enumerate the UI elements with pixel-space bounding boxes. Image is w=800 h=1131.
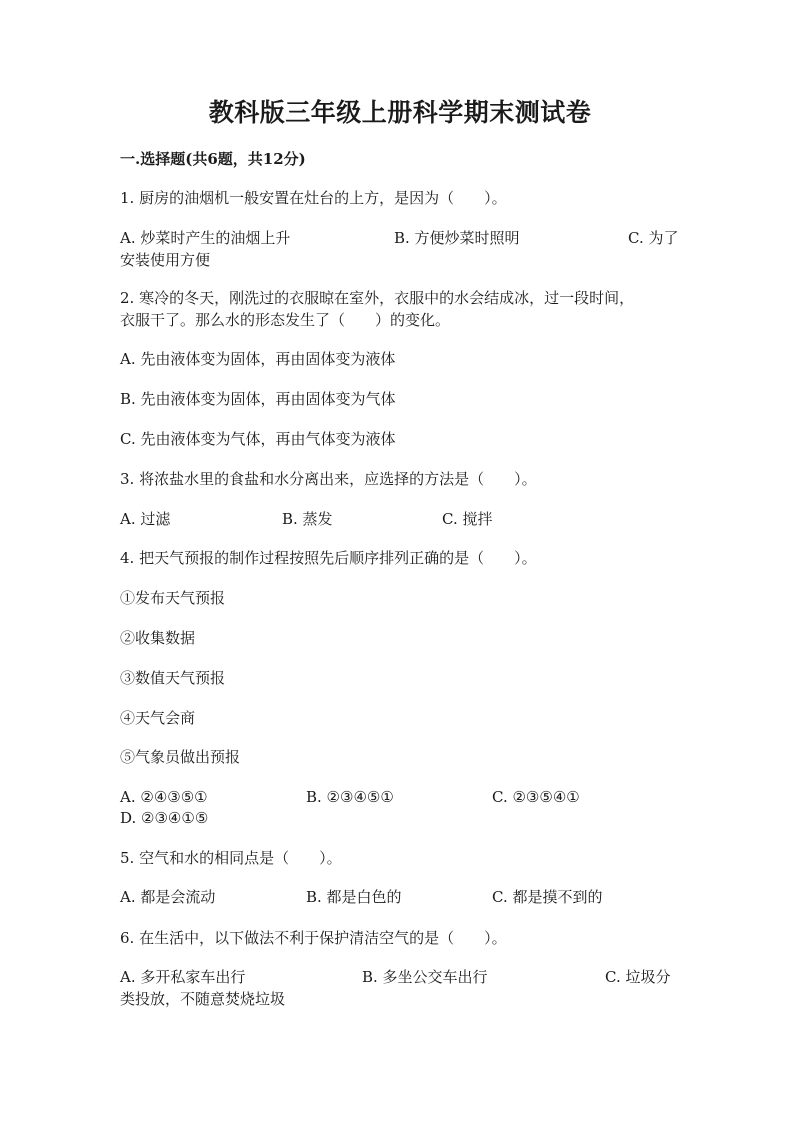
question-2-stem-line-2: 衣服干了。那么水的形态发生了（ ）的变化。	[120, 311, 451, 329]
question-5-option-a: A. 都是会流动	[120, 888, 216, 906]
question-4-option-b: B. ②③④⑤①	[306, 788, 394, 806]
question-4-step-5: ⑤气象员做出预报	[120, 748, 241, 766]
question-4-option-c: C. ②③⑤④①	[492, 788, 580, 806]
question-4-step-2: ②收集数据	[120, 629, 196, 647]
question-3-option-b: B. 蒸发	[282, 510, 333, 528]
question-6-option-a: A. 多开私家车出行	[120, 968, 246, 986]
question-5-option-c: C. 都是摸不到的	[492, 888, 603, 906]
question-3-stem: 3. 将浓盐水里的食盐和水分离出来，应选择的方法是（ ）。	[120, 470, 537, 488]
question-4-step-1: ①发布天气预报	[120, 589, 226, 607]
question-3-option-c: C. 搅拌	[442, 510, 493, 528]
section-header: 一.选择题(共6题，共12分)	[120, 150, 306, 168]
question-2-stem-line-1: 2. 寒冷的冬天，刚洗过的衣服晾在室外，衣服中的水会结成冰，过一段时间，	[120, 289, 635, 307]
question-5-stem: 5. 空气和水的相同点是（ ）。	[120, 849, 342, 867]
page-title: 教科版三年级上册科学期末测试卷	[208, 98, 592, 127]
question-6-option-c-continued: 类投放，不随意焚烧垃圾	[120, 990, 286, 1008]
question-1-option-c-continued: 安装使用方便	[120, 251, 211, 269]
question-1-option-a: A. 炒菜时产生的油烟上升	[120, 229, 291, 247]
question-1-stem: 1. 厨房的油烟机一般安置在灶台的上方，是因为（ ）。	[120, 189, 507, 207]
question-4-step-3: ③数值天气预报	[120, 669, 226, 687]
question-2-option-b: B. 先由液体变为固体，再由固体变为气体	[120, 390, 396, 408]
question-5-option-b: B. 都是白色的	[306, 888, 402, 906]
question-4-option-d: D. ②③④①⑤	[120, 809, 209, 827]
question-4-option-a: A. ②④③⑤①	[120, 788, 208, 806]
question-6-option-b: B. 多坐公交车出行	[362, 968, 488, 986]
question-4-stem: 4. 把天气预报的制作过程按照先后顺序排列正确的是（ ）。	[120, 549, 537, 567]
question-6-option-c: C. 垃圾分	[605, 968, 671, 986]
question-1-option-b: B. 方便炒菜时照明	[394, 229, 520, 247]
question-2-option-a: A. 先由液体变为固体，再由固体变为液体	[120, 350, 396, 368]
question-3-option-a: A. 过滤	[120, 510, 171, 528]
question-1-option-c: C. 为了	[628, 229, 679, 247]
question-6-stem: 6. 在生活中，以下做法不利于保护清洁空气的是（ ）。	[120, 929, 507, 947]
question-2-option-c: C. 先由液体变为气体，再由气体变为液体	[120, 430, 396, 448]
question-4-step-4: ④天气会商	[120, 709, 196, 727]
